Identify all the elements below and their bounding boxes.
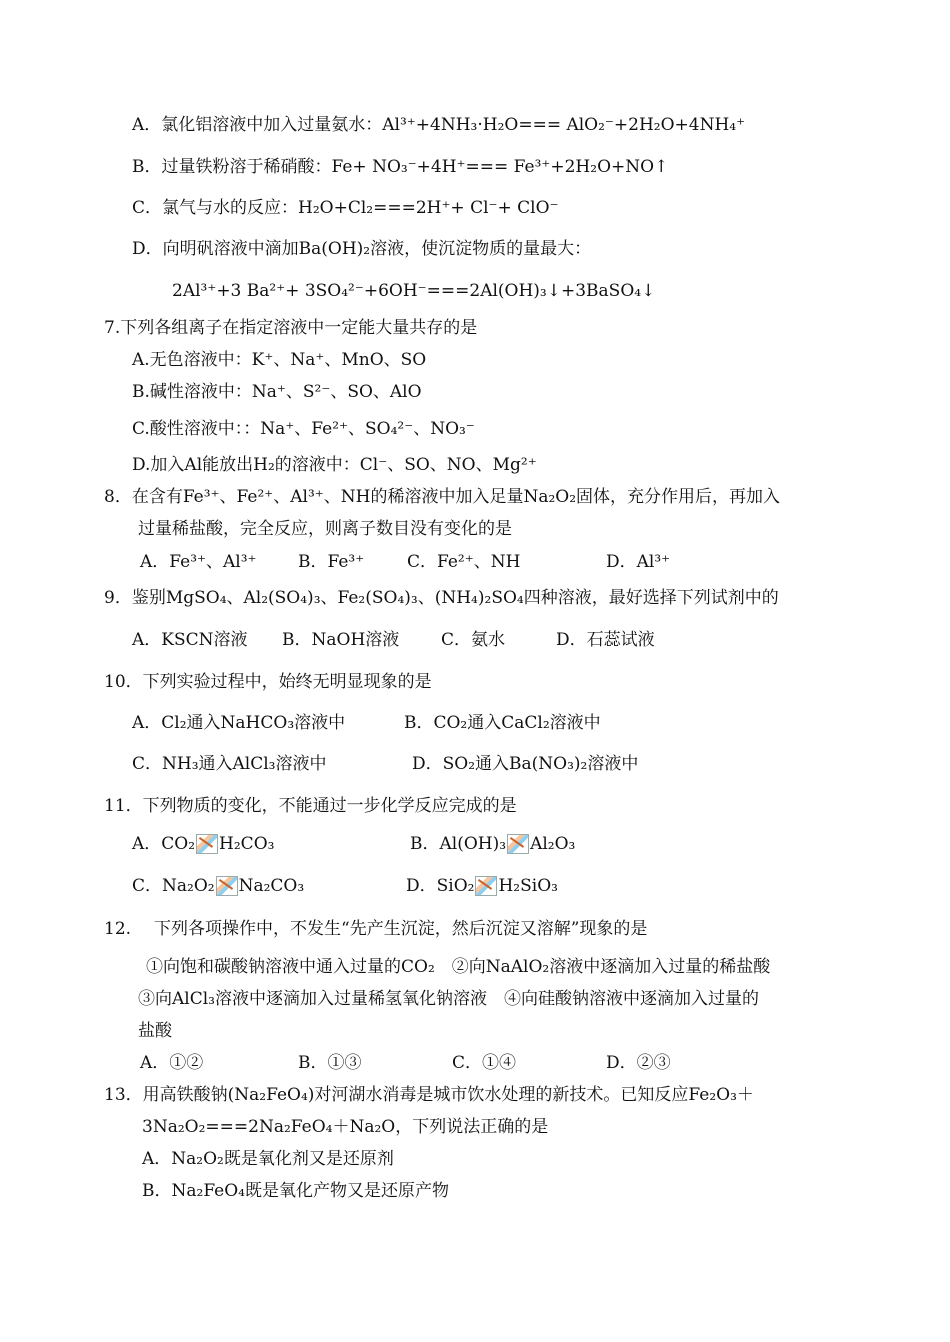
q6-option-d-equation: 2Al³⁺+3 Ba²⁺+ 3SO₄²⁻+6OH⁻===2Al(OH)₃↓+3BaSO₄↓ (172, 281, 656, 301)
q9-option-b: B．NaOH溶液 (282, 630, 400, 650)
q8-option-a: A．Fe³⁺、Al³⁺ (140, 552, 257, 572)
q11-option-c (132, 875, 304, 897)
q11-b-reactant: B．Al(OH)₃ (410, 834, 507, 854)
q7-option-d: D.加入Al能放出H₂的溶液中：Cl⁻、SO、NO、Mg²⁺ (132, 455, 537, 475)
q12-number: 12. (104, 919, 132, 939)
q11-option-b (410, 833, 575, 855)
q12-option-d: D．②③ (606, 1053, 671, 1073)
q12-option-a: A．①② (140, 1053, 204, 1073)
q11-d-reactant: D．SiO₂ (406, 876, 475, 896)
q6-option-c: C．氯气与水的反应：H₂O+Cl₂===2H⁺+ Cl⁻+ ClO⁻ (132, 198, 559, 218)
q7-option-a: A.无色溶液中：K⁺、Na⁺、MnO、SO (132, 350, 427, 370)
q10-stem: 10．下列实验过程中，始终无明显现象的是 (104, 672, 432, 692)
q12-stem: 下列各项操作中，不发生“先产生沉淀，然后沉淀又溶解”现象的是 (154, 919, 648, 939)
q9-stem: 9．鉴别MgSO₄、Al₂(SO₄)₃、Fe₂(SO₄)₃、(NH₄)₂SO₄四种溶液，最好选择下列试剂中的 (104, 588, 779, 608)
q8-option-d: D．Al³⁺ (606, 552, 671, 572)
q7-stem: 7.下列各组离子在指定溶液中一定能大量共存的是 (104, 318, 478, 338)
q13-stem-line1: 13．用高铁酸钠(Na₂FeO₄)对河湖水消毒是城市饮水处理的新技术。已知反应Fe₂O₃＋ (104, 1085, 754, 1105)
q13-option-a: A．Na₂O₂既是氧化剂又是还原剂 (142, 1149, 394, 1169)
q10-option-a: A．Cl₂通入NaHCO₃溶液中 (132, 713, 346, 733)
q8-stem-line1: 8．在含有Fe³⁺、Fe²⁺、Al³⁺、NH的稀溶液中加入足量Na₂O₂固体，充分作用后，再加入 (104, 487, 781, 507)
q11-c-product: Na₂CO₃ (238, 876, 305, 896)
q8-stem-line2: 过量稀盐酸，完全反应，则离子数目没有变化的是 (138, 519, 512, 539)
q11-a-reactant: A．CO₂ (132, 834, 196, 854)
q7-option-b: B.碱性溶液中：Na⁺、S²⁻、SO、AlO (132, 382, 422, 402)
q6-option-d: D．向明矾溶液中滴加Ba(OH)₂溶液，使沉淀物质的量最大： (132, 239, 592, 259)
q10-option-c: C．NH₃通入AlCl₃溶液中 (132, 754, 327, 774)
q12-line3: 盐酸 (138, 1021, 172, 1041)
q9-option-a: A．KSCN溶液 (132, 630, 248, 650)
q12-line1: ①向饱和碳酸钠溶液中通入过量的CO₂ ②向NaAlO₂溶液中逐滴加入过量的稀盐酸 (146, 957, 771, 977)
q11-stem: 11．下列物质的变化，不能通过一步化学反应完成的是 (104, 796, 517, 816)
arrow-image-icon (507, 834, 529, 854)
q10-option-b: B．CO₂通入CaCl₂溶液中 (404, 713, 601, 733)
q8-option-c: C．Fe²⁺、NH (407, 552, 521, 572)
q11-b-product: Al₂O₃ (530, 834, 576, 854)
arrow-image-icon (475, 876, 497, 896)
arrow-image-icon (196, 834, 218, 854)
q9-option-c: C．氨水 (441, 630, 506, 650)
q12-line2: ③向AlCl₃溶液中逐滴加入过量稀氢氧化钠溶液 ④向硅酸钠溶液中逐滴加入过量的 (138, 989, 759, 1009)
q8-option-b: B．Fe³⁺ (298, 552, 365, 572)
q6-option-b: B．过量铁粉溶于稀硝酸：Fe+ NO₃⁻+4H⁺=== Fe³⁺+2H₂O+NO↑ (132, 157, 669, 177)
q9-option-d: D．石蕊试液 (556, 630, 655, 650)
q11-option-a (132, 833, 274, 855)
q13-option-b: B．Na₂FeO₄既是氧化产物又是还原产物 (142, 1181, 449, 1201)
q11-option-d (406, 875, 558, 897)
q10-option-d: D．SO₂通入Ba(NO₃)₂溶液中 (412, 754, 639, 774)
q11-c-reactant: C．Na₂O₂ (132, 876, 215, 896)
q12-option-c: C．①④ (452, 1053, 517, 1073)
q6-option-a: A．氯化铝溶液中加入过量氨水：Al³⁺+4NH₃·H₂O=== AlO₂⁻+2H₂O+4NH₄⁺ (132, 115, 746, 135)
q12-option-b: B．①③ (298, 1053, 362, 1073)
q7-option-c: C.酸性溶液中：：Na⁺、Fe²⁺、SO₄²⁻、NO₃⁻ (132, 419, 475, 439)
q11-a-product: H₂CO₃ (219, 834, 275, 854)
arrow-image-icon (216, 876, 238, 896)
q11-d-product: H₂SiO₃ (498, 876, 558, 896)
q13-stem-line2: 3Na₂O₂===2Na₂FeO₄＋Na₂O，下列说法正确的是 (142, 1117, 549, 1137)
